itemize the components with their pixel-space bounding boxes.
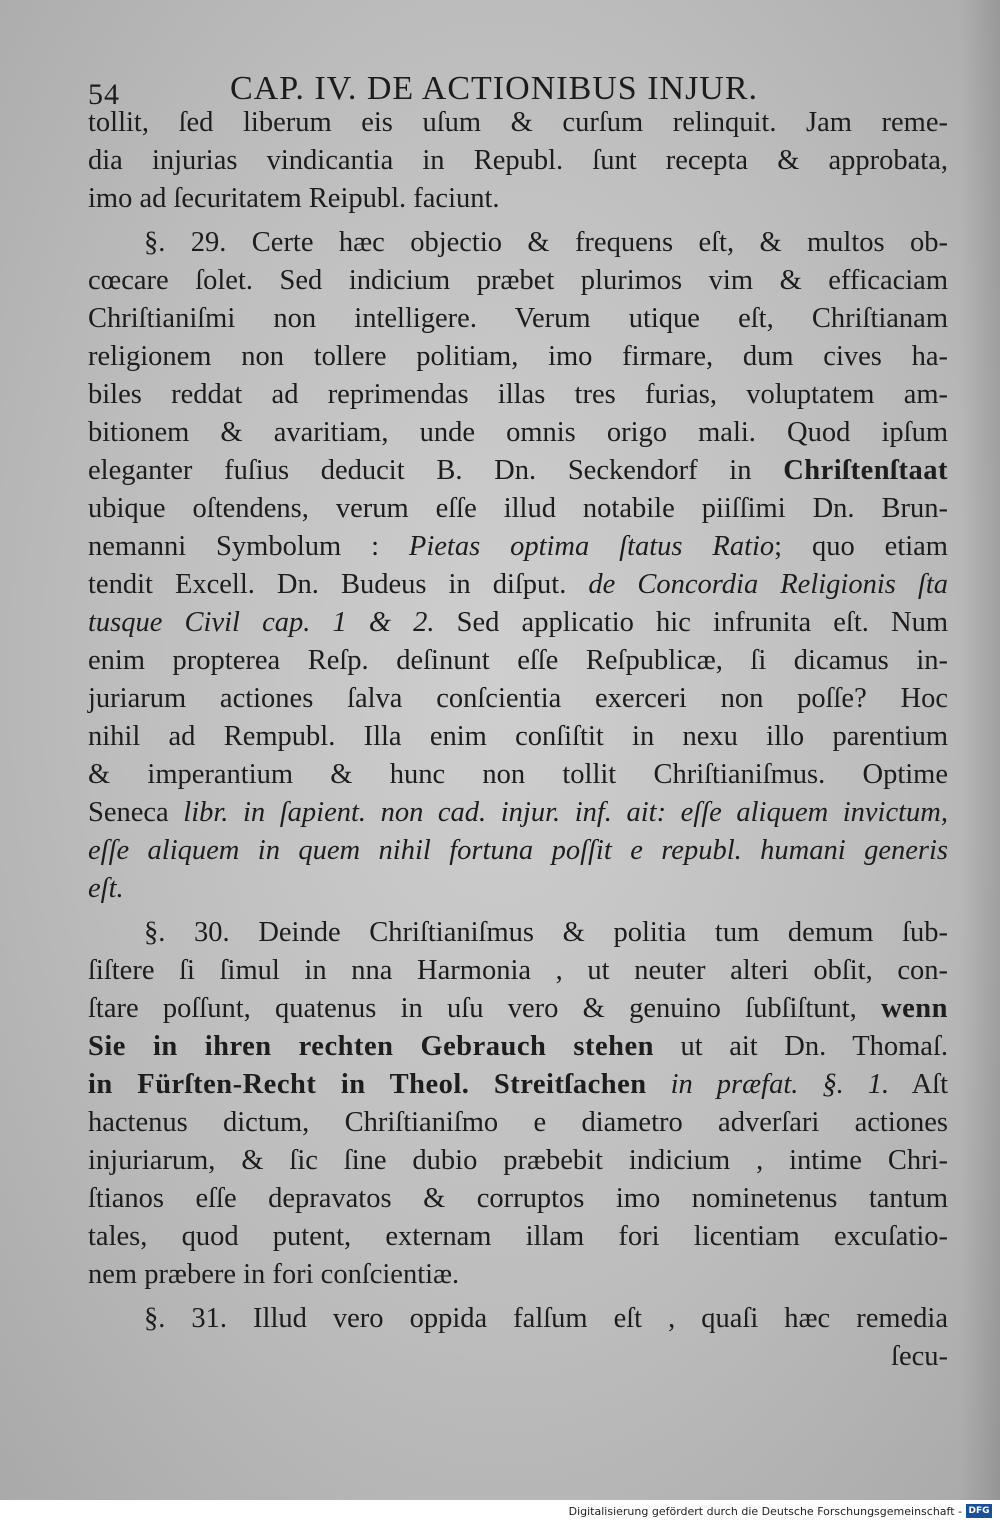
text-line: nihil ad Rempubl. Illa enim conſiſtit in nexu illo parentium: [88, 721, 948, 752]
text-line: Seneca libr. in ſapient. non cad. injur. inf. ait: eſſe aliquem invictum,: [88, 797, 949, 828]
text-line: ſiſtere ſi ſimul in nna Harmonia , ut neuter alteri obſit, con-: [88, 955, 948, 986]
paragraph-31-start: §. 31. Illud vero oppida falſum eſt , quaſi hæc remedia: [144, 1303, 948, 1334]
blackletter-phrase: Sie in ihren rechten Gebrauch stehen: [88, 1031, 655, 1062]
text-line: injuriarum, & ſic ſine dubio præbebit indicium , intime Chri-: [88, 1145, 948, 1176]
text-line: & imperantium & hunc non tollit Chriſtianiſmus. Optime: [88, 759, 948, 790]
text-line: ſtianos eſſe depravatos & corruptos imo nominetenus tantum: [88, 1183, 948, 1214]
text-line: ſtare poſſunt, quatenus in uſu vero & genuino ſubſiſtunt, wenn: [88, 993, 948, 1024]
text-line: in Fürſten-Recht in Theol. Streitſachen in præfat. §. 1. Aſt: [88, 1069, 948, 1100]
page-number: 54: [88, 78, 120, 111]
italic-quote: libr. in ſapient. non cad. injur. inf. ait: eſſe aliquem invictum,: [183, 797, 949, 828]
running-head: CAP. IV. DE ACTIONIBUS INJUR.: [230, 70, 759, 107]
italic-phrase: de Concordia Religionis ſta: [588, 569, 948, 600]
text-line: enim propterea Reſp. deſinunt eſſe Reſpublicæ, ſi dicamus in-: [88, 645, 948, 676]
paragraph-29-start: §. 29. Certe hæc objectio & frequens eſt, & multos ob-: [144, 227, 948, 258]
text-line: religionem non tollere politiam, imo firmare, dum cives ha-: [88, 341, 948, 372]
text-line: ubique oſtendens, verum eſſe illud notabile piiſſimi Dn. Brun-: [88, 493, 948, 524]
text-line: imo ad ſecuritatem Reipubl. faciunt.: [88, 183, 500, 214]
text-line: Sie in ihren rechten Gebrauch stehen ut ait Dn. Thomaſ.: [88, 1031, 948, 1062]
text-line: dia injurias vindicantia in Republ. ſunt recepta & approbata,: [88, 145, 948, 176]
blackletter-phrase: wenn: [881, 993, 948, 1024]
text-body: [88, 104, 948, 1376]
italic-phrase: tusque Civil cap. 1 & 2.: [88, 607, 435, 638]
text-line: eleganter fuſius deducit B. Dn. Seckendorf in Chriſtenſtaat: [88, 455, 948, 486]
text-line: tales, quod putent, externam illam fori licentiam excuſatio-: [88, 1221, 948, 1252]
paragraph-30-start: §. 30. Deinde Chriſtianiſmus & politia tum demum ſub-: [144, 917, 948, 948]
catchword: ſecu-: [891, 1341, 948, 1372]
italic-quote-line: eſt.: [88, 873, 124, 904]
text-line: cœcare ſolet. Sed indicium præbet plurimos vim & efficaciam: [88, 265, 948, 296]
dfg-logo: DFG: [966, 1504, 992, 1518]
text-line: tendit Excell. Dn. Budeus in diſput. de Concordia Religionis ſta: [88, 569, 948, 600]
italic-phrase: in præfat. §. 1.: [670, 1069, 890, 1100]
blackletter-phrase: Chriſtenſtaat: [783, 455, 948, 486]
text-line: bitionem & avaritiam, unde omnis origo mali. Quod ipſum: [88, 417, 948, 448]
funding-credit: Digitalisierung gefördert durch die Deutsche Forschungsgemeinschaft -: [568, 1505, 962, 1518]
text-line: hactenus dictum, Chriſtianiſmo e diametro adverſari actiones: [88, 1107, 948, 1138]
text-line: tusque Civil cap. 1 & 2. Sed applicatio hic infrunita eſt. Num: [88, 607, 949, 638]
text-line: nem præbere in fori conſcientiæ.: [88, 1259, 460, 1290]
text-line: juriarum actiones ſalva conſcientia exerceri non poſſe? Hoc: [88, 683, 948, 714]
text-line: nemanni Symbolum : Pietas optima ſtatus Ratio; quo etiam: [88, 531, 948, 562]
text-line: tollit, ſed liberum eis uſum & curſum relinquit. Jam reme-: [88, 107, 948, 138]
blackletter-phrase: in Fürſten-Recht in Theol. Streitſachen: [88, 1069, 647, 1100]
italic-phrase: Pietas optima ſtatus Ratio: [408, 531, 775, 562]
italic-quote-line: eſſe aliquem in quem nihil fortuna poſſit e republ. humani generis: [88, 835, 948, 866]
text-line: Chriſtianiſmi non intelligere. Verum utique eſt, Chriſtianam: [88, 303, 948, 334]
text-line: biles reddat ad reprimendas illas tres furias, voluptatem am-: [88, 379, 948, 410]
footer-bar: [0, 1500, 1000, 1523]
